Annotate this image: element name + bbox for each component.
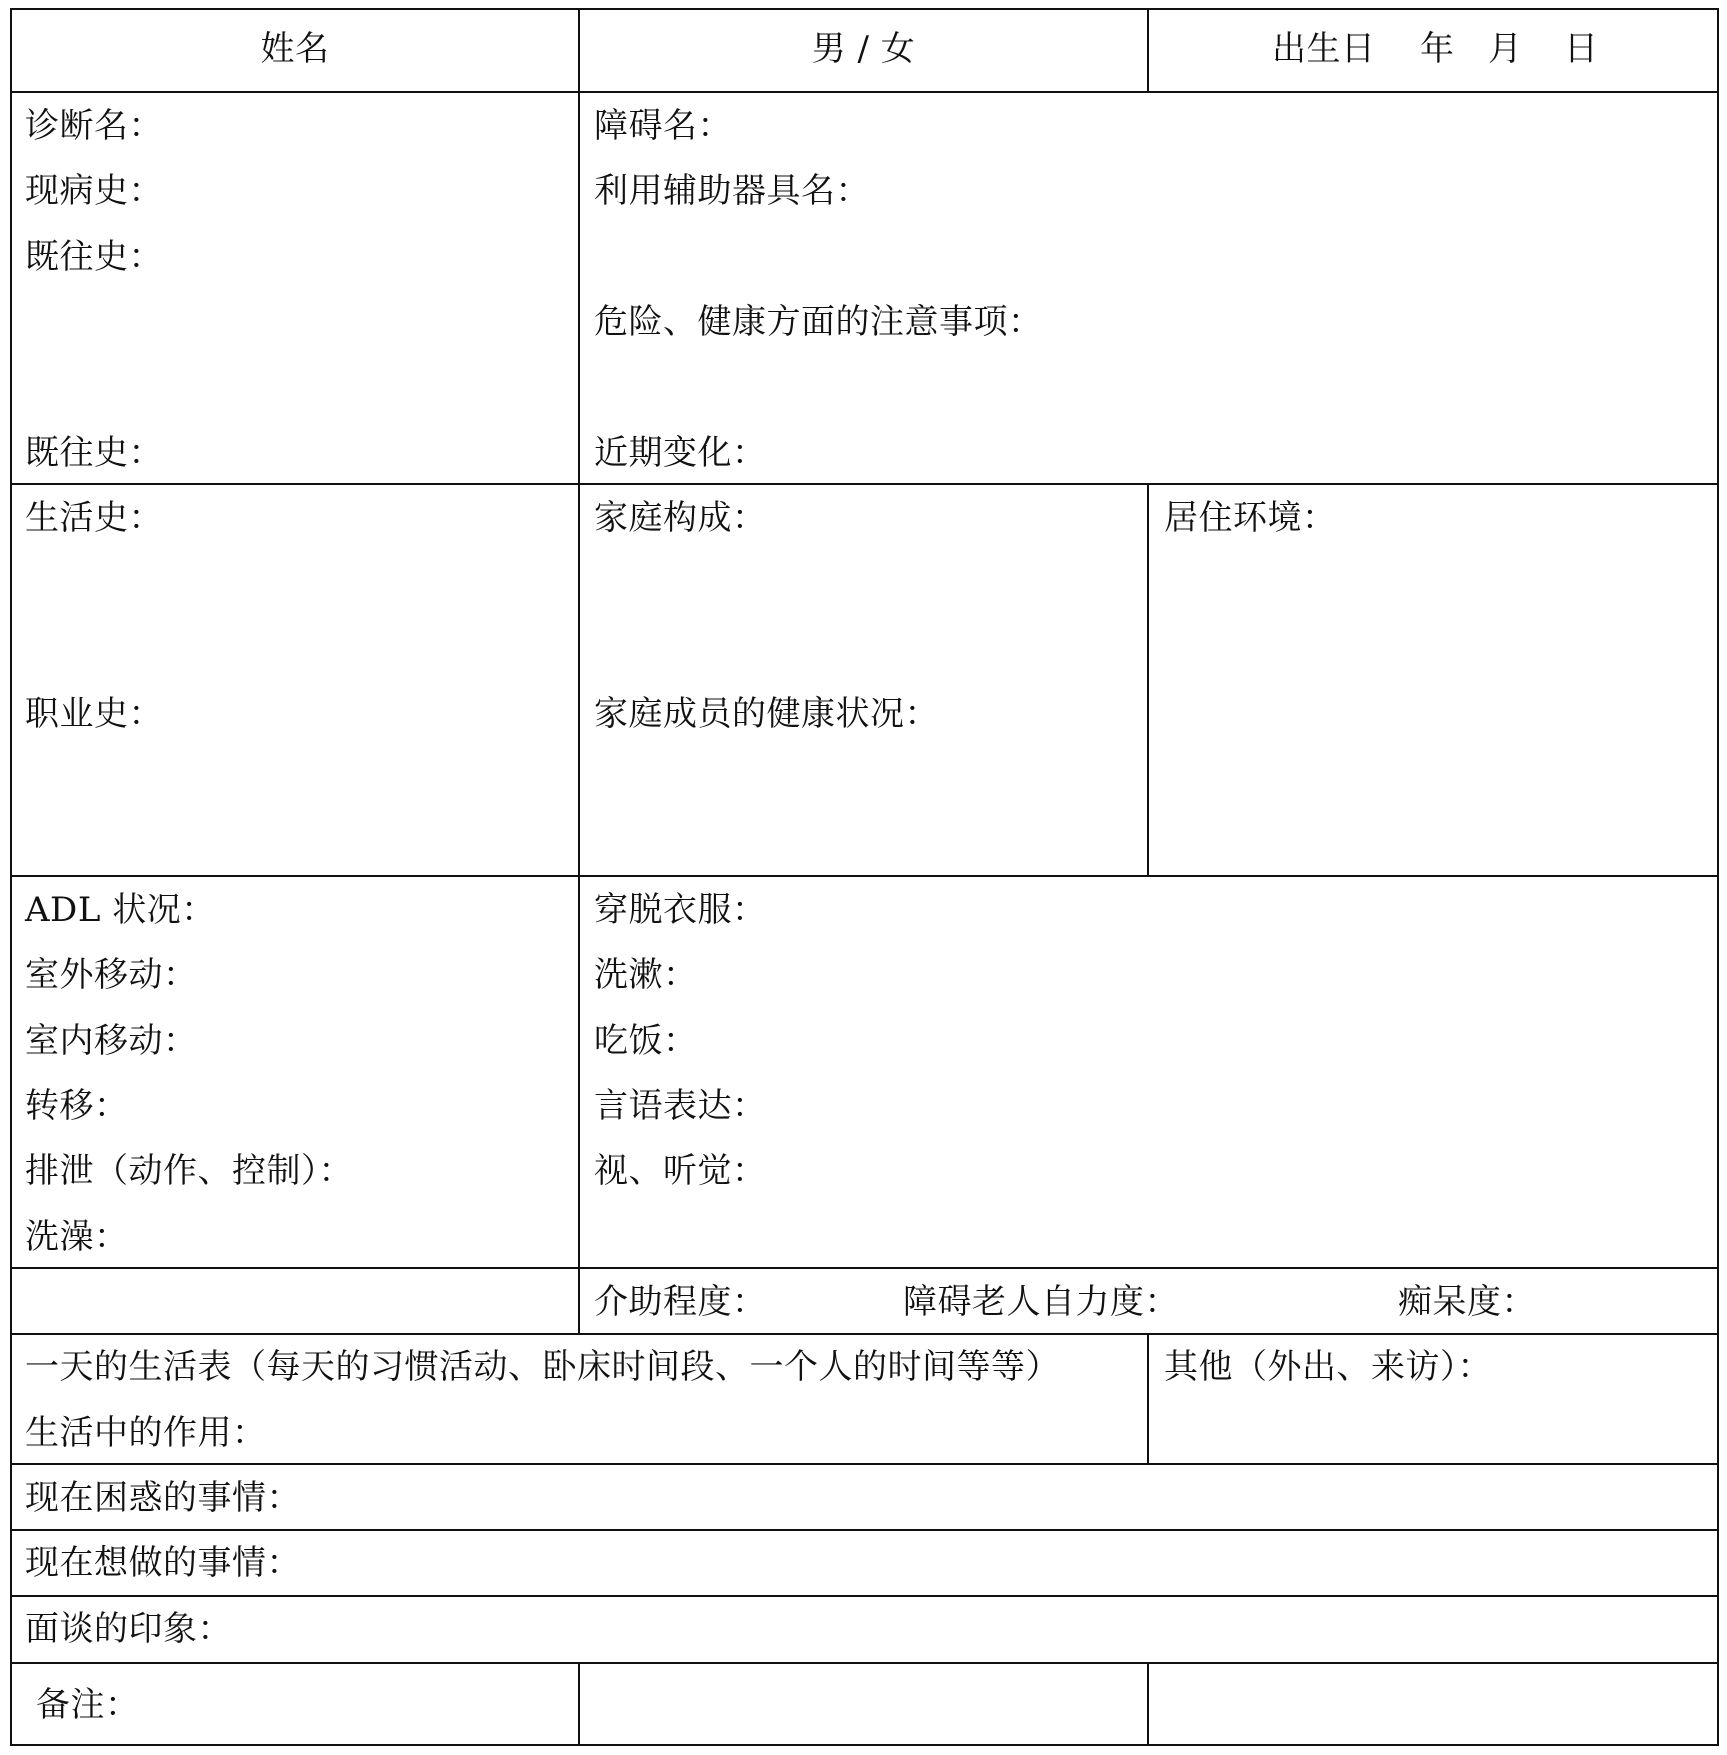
column-divider [578, 8, 580, 1333]
remarks-field: 备注： [36, 1685, 140, 1725]
recent-changes-field: 近期变化： [594, 433, 767, 473]
disability-field: 障碍名： [594, 106, 732, 146]
current-troubles-field: 现在困惑的事情： [25, 1478, 301, 1518]
table-border-right [1717, 8, 1719, 1746]
row-divider [10, 1267, 1719, 1269]
bathing-field: 洗澡： [25, 1217, 129, 1257]
risk-health-notes-field: 危险、健康方面的注意事项： [594, 302, 1043, 342]
family-composition-field: 家庭构成： [594, 498, 767, 538]
eating-field: 吃饭： [594, 1021, 698, 1061]
birth-label: 出生日 [1272, 29, 1376, 69]
column-divider [1147, 483, 1149, 877]
row-divider [10, 1662, 1719, 1664]
row-divider [10, 91, 1719, 93]
occupation-history-field: 职业史： [25, 694, 163, 734]
outdoor-mobility-field: 室外移动： [25, 955, 198, 995]
others-field: 其他（外出、来访）： [1164, 1347, 1492, 1387]
adl-status-field: ADL 状况： [25, 890, 216, 930]
column-divider [1147, 1662, 1149, 1746]
birth-day-label: 日 [1564, 29, 1599, 69]
name-label: 姓名 [260, 29, 330, 69]
current-wishes-field: 现在想做的事情： [25, 1543, 301, 1583]
past-history-field: 既往史： [25, 237, 163, 277]
vision-hearing-field: 视、听觉： [594, 1151, 767, 1191]
interview-impression-field: 面谈的印象： [25, 1609, 232, 1649]
living-environment-field: 居住环境： [1164, 498, 1337, 538]
transfer-field: 转移： [25, 1086, 129, 1126]
assistive-devices-field: 利用辅助器具名： [594, 171, 870, 211]
column-divider [578, 1662, 580, 1746]
speech-field: 言语表达： [594, 1086, 767, 1126]
present-history-field: 现病史： [25, 171, 163, 211]
row-divider [10, 1463, 1719, 1465]
diagnosis-field: 诊断名： [25, 106, 163, 146]
indoor-mobility-field: 室内移动： [25, 1021, 198, 1061]
row-divider [10, 875, 1719, 877]
care-level-field: 介助程度： [594, 1282, 767, 1322]
birth-year-label: 年 [1420, 29, 1455, 69]
dementia-degree-field: 痴呆度： [1398, 1282, 1536, 1322]
row-divider [10, 1595, 1719, 1597]
table-border-left [10, 8, 12, 1746]
row-divider [10, 1333, 1719, 1335]
past-history-field-2: 既往史： [25, 433, 163, 473]
birth-month-label: 月 [1488, 29, 1523, 69]
column-divider [1147, 8, 1149, 93]
table-border-top [10, 8, 1719, 10]
table-border-bottom [10, 1744, 1719, 1746]
sex-label: 男 / 女 [811, 29, 916, 69]
toileting-field: 排泄（动作、控制）： [25, 1151, 353, 1191]
elderly-independence-field: 障碍老人自力度： [903, 1282, 1179, 1322]
life-history-field: 生活史： [25, 498, 163, 538]
row-divider [10, 1529, 1719, 1531]
column-divider [1147, 1333, 1149, 1465]
dressing-field: 穿脱衣服： [594, 890, 767, 930]
daily-schedule-field: 一天的生活表（每天的习惯活动、卧床时间段、一个人的时间等等） [25, 1347, 1060, 1387]
grooming-field: 洗漱： [594, 955, 698, 995]
row-divider [10, 483, 1719, 485]
role-in-life-field: 生活中的作用： [25, 1413, 267, 1453]
family-health-field: 家庭成员的健康状况： [594, 694, 939, 734]
